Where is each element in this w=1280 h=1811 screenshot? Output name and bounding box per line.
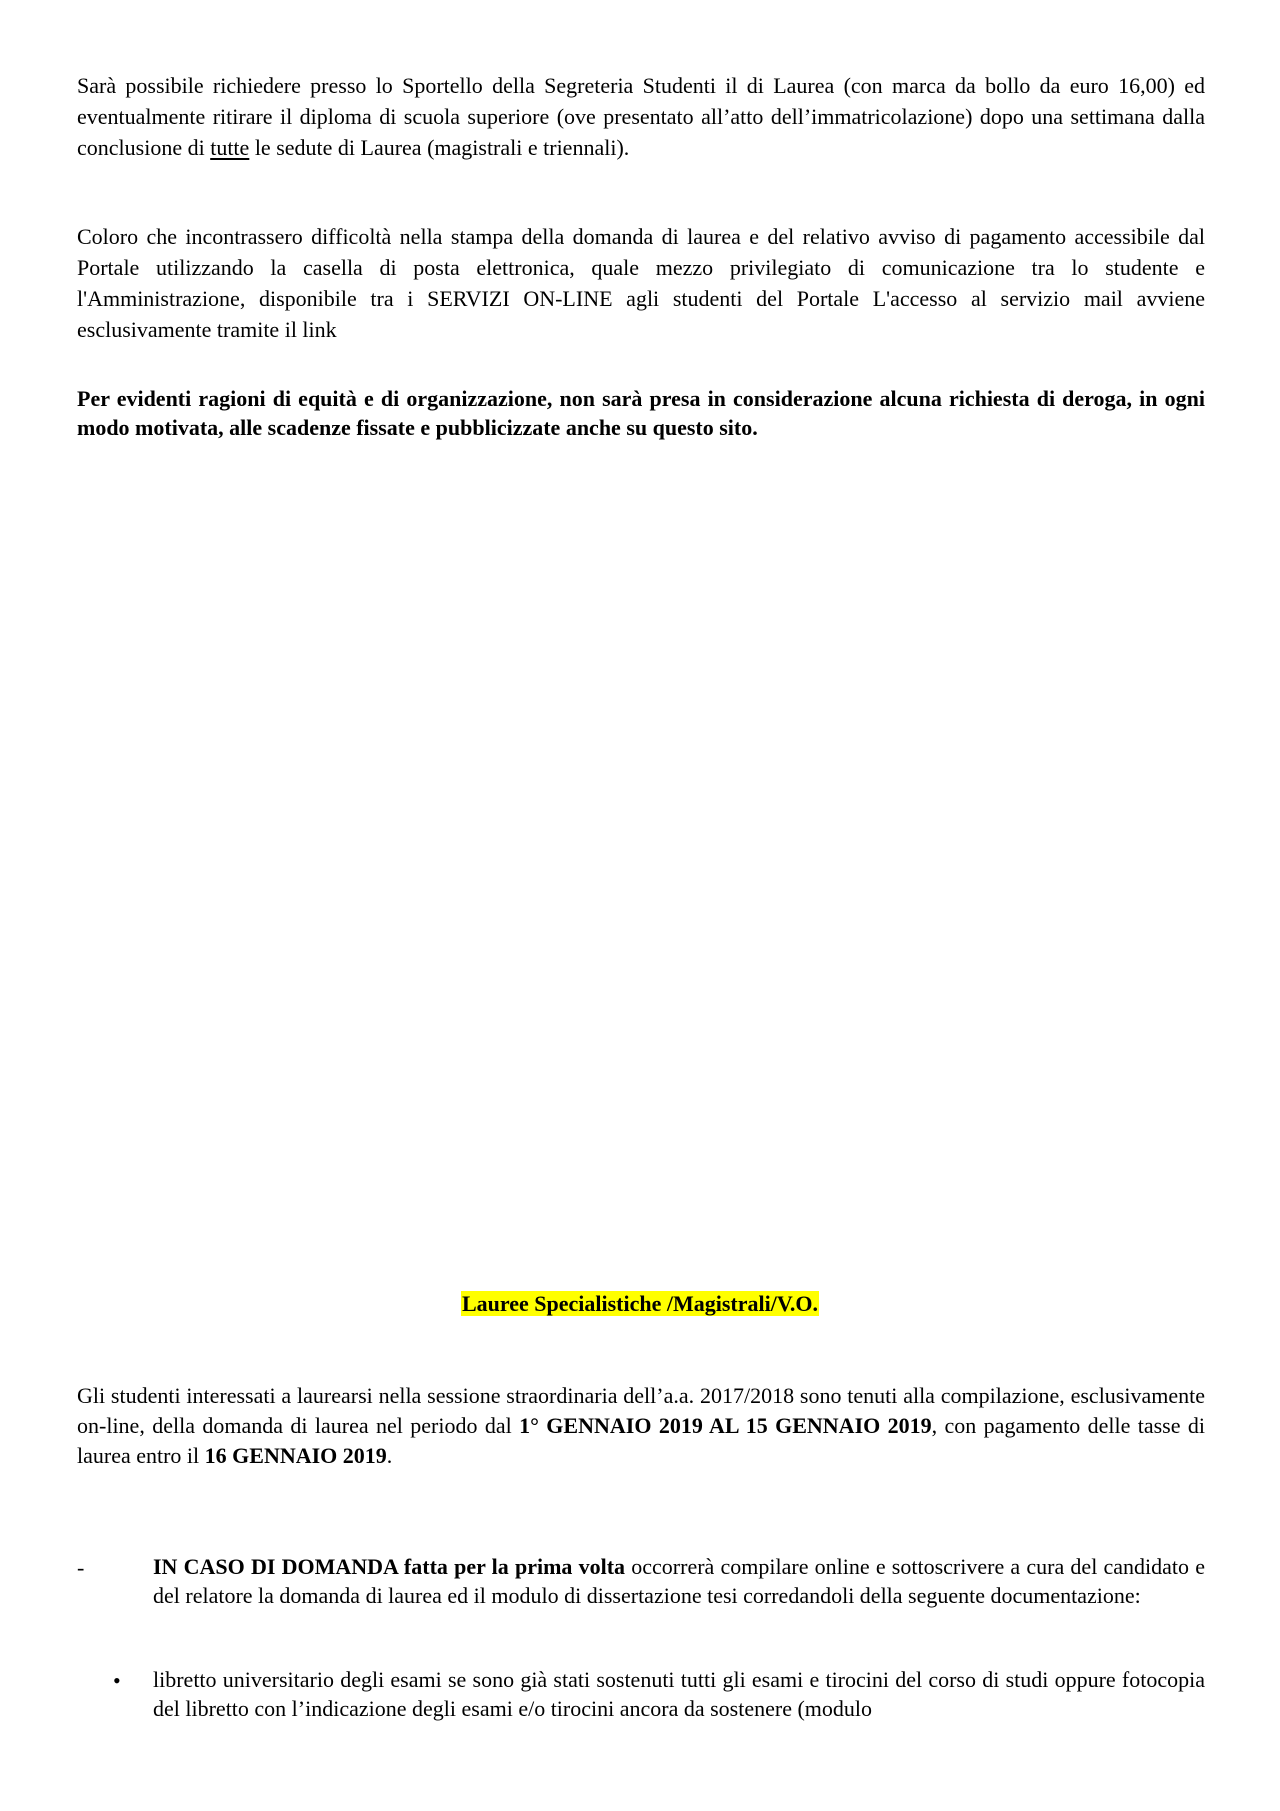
bold-notice-text: Per evidenti ragioni di equità e di organizzazione, non sarà presa in considerazione alcuna richiesta di deroga, in ogni modo motivata, alle scadenze fissate e pubblicizzate anche su questo sito. xyxy=(77,386,1205,440)
paragraph-text: . xyxy=(386,1443,393,1468)
bullet-marker: • xyxy=(113,1668,121,1693)
paragraph-extraordinary-session xyxy=(77,1381,1205,1471)
list-item-text: occorrerà compilare online e sottoscrivere a cura del candidato e del relatore la domanda di laurea ed il modulo di dissertazione tesi corredandoli della seguente documentazione: xyxy=(153,1554,1205,1608)
paragraph-printing-difficulties xyxy=(77,221,1205,345)
paragraph-diploma-pickup xyxy=(77,70,1205,163)
bold-list-lead: IN CASO DI DOMANDA fatta per la prima volta xyxy=(153,1554,626,1579)
bold-period: 1° GENNAIO 2019 AL 15 GENNAIO 2019 xyxy=(519,1413,932,1438)
paragraph-text: Sarà possibile richiedere presso lo Sportello della Segreteria Studenti il di Laurea (con marca da bollo da euro 16,00) ed eventualmente ritirare il diploma di scuola superiore (ove presentato all’atto dell’immatricolazione) dopo una settimana dalla conclusione di xyxy=(77,73,1205,160)
paragraph-text: Coloro che incontrassero difficoltà nella stampa della domanda di laurea e del relativo avviso di pagamento accessibile dal Portale utilizzando la casella di posta elettronica, quale mezzo privilegiato di comunicazione tra lo studente e l'Amministrazione, disponibile tra i SERVIZI ON-LINE agli studenti del Portale L'accesso al servizio mail avviene esclusivamente tramite il link xyxy=(77,224,1205,342)
bullet-item-libretto xyxy=(153,1665,1205,1723)
paragraph-text: , con pagamento delle tasse di laurea entro il xyxy=(77,1413,1205,1468)
bullet-item-text: libretto universitario degli esami se sono già stati sostenuti tutti gli esami e tirocini del corso di studi oppure fotocopia del libretto con l’indicazione degli esami e/o tirocini ancora da sostenere (modulo xyxy=(153,1667,1205,1721)
bold-deadline: 16 GENNAIO 2019 xyxy=(204,1443,387,1468)
section-heading xyxy=(0,1288,1280,1319)
highlighted-heading-text: Lauree Specialistiche /Magistrali/V.O. xyxy=(461,1291,819,1316)
paragraph-text: le sedute di Laurea (magistrali e triennali). xyxy=(249,135,630,160)
underlined-word: tutte xyxy=(210,135,250,160)
paragraph-deadline-notice xyxy=(77,384,1205,442)
list-item-first-application xyxy=(153,1552,1205,1610)
list-marker-dash: - xyxy=(77,1555,85,1580)
paragraph-text: Gli studenti interessati a laurearsi nella sessione straordinaria dell’a.a. 2017/2018 sono tenuti alla compilazione, esclusivamente on-line, della domanda di laurea nel periodo dal xyxy=(77,1383,1205,1438)
